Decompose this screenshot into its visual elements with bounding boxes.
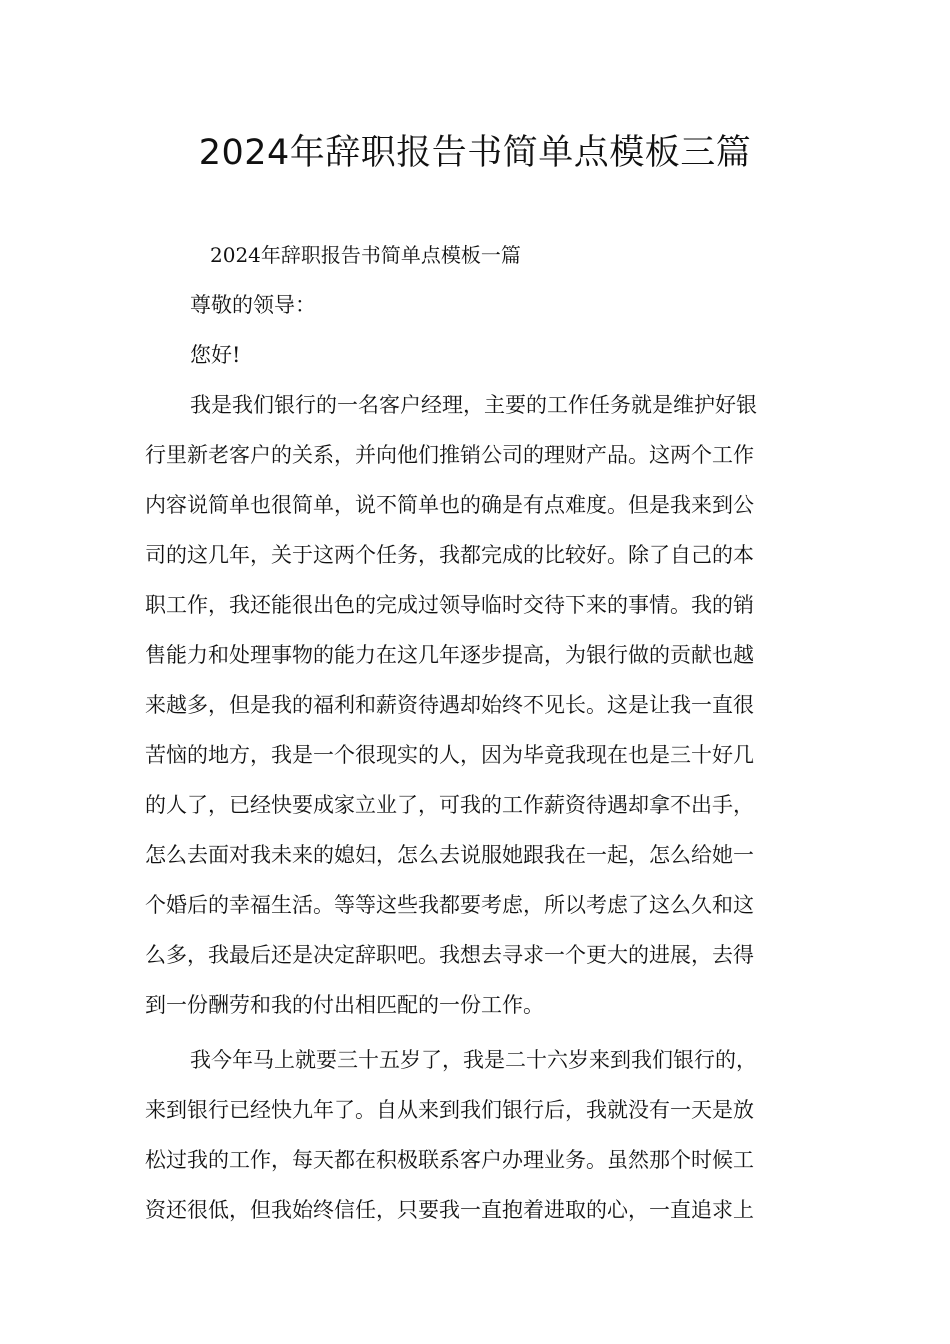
text-line: 我是我们银行的一名客户经理，主要的工作任务就是维护好银 — [190, 393, 757, 417]
text-line: 苦恼的地方，我是一个很现实的人，因为毕竟我现在也是三十好几 — [145, 743, 754, 767]
paragraph-2 — [145, 1035, 807, 1235]
text-line: 个婚后的幸福生活。等等这些我都要考虑，所以考虑了这么久和这 — [145, 893, 754, 917]
text-line: 资还很低，但我始终信任，只要我一直抱着进取的心，一直追求上 — [145, 1198, 754, 1222]
text-line: 售能力和处理事物的能力在这几年逐步提高，为银行做的贡献也越 — [145, 643, 754, 667]
text-line: 司的这几年，关于这两个任务，我都完成的比较好。除了自己的本 — [145, 543, 754, 567]
paragraph-1 — [145, 380, 807, 1030]
text-line: 么多，我最后还是决定辞职吧。我想去寻求一个更大的进展，去得 — [145, 943, 754, 967]
text-line: 怎么去面对我未来的媳妇，怎么去说服她跟我在一起，怎么给她一 — [145, 843, 754, 867]
section-subtitle: 2024年辞职报告书简单点模板一篇 — [210, 243, 521, 267]
text-line: 行里新老客户的关系，并向他们推销公司的理财产品。这两个工作 — [145, 443, 754, 467]
text-line: 到一份酬劳和我的付出相匹配的一份工作。 — [145, 993, 544, 1017]
text-line: 来越多，但是我的福利和薪资待遇却始终不见长。这是让我一直很 — [145, 693, 754, 717]
document-title: 2024年辞职报告书简单点模板三篇 — [198, 133, 752, 173]
text-line: 的人了，已经快要成家立业了，可我的工作薪资待遇却拿不出手， — [145, 793, 754, 817]
salutation: 尊敬的领导： — [190, 293, 316, 317]
text-line: 内容说简单也很简单，说不简单也的确是有点难度。但是我来到公 — [145, 493, 754, 517]
text-line: 我今年马上就要三十五岁了，我是二十六岁来到我们银行的， — [190, 1048, 757, 1072]
text-line: 来到银行已经快九年了。自从来到我们银行后，我就没有一天是放 — [145, 1098, 754, 1122]
greeting: 您好! — [190, 343, 241, 367]
text-line: 职工作，我还能很出色的完成过领导临时交待下来的事情。我的销 — [145, 593, 754, 617]
document-body — [145, 230, 807, 1235]
text-line: 松过我的工作，每天都在积极联系客户办理业务。虽然那个时候工 — [145, 1148, 754, 1172]
